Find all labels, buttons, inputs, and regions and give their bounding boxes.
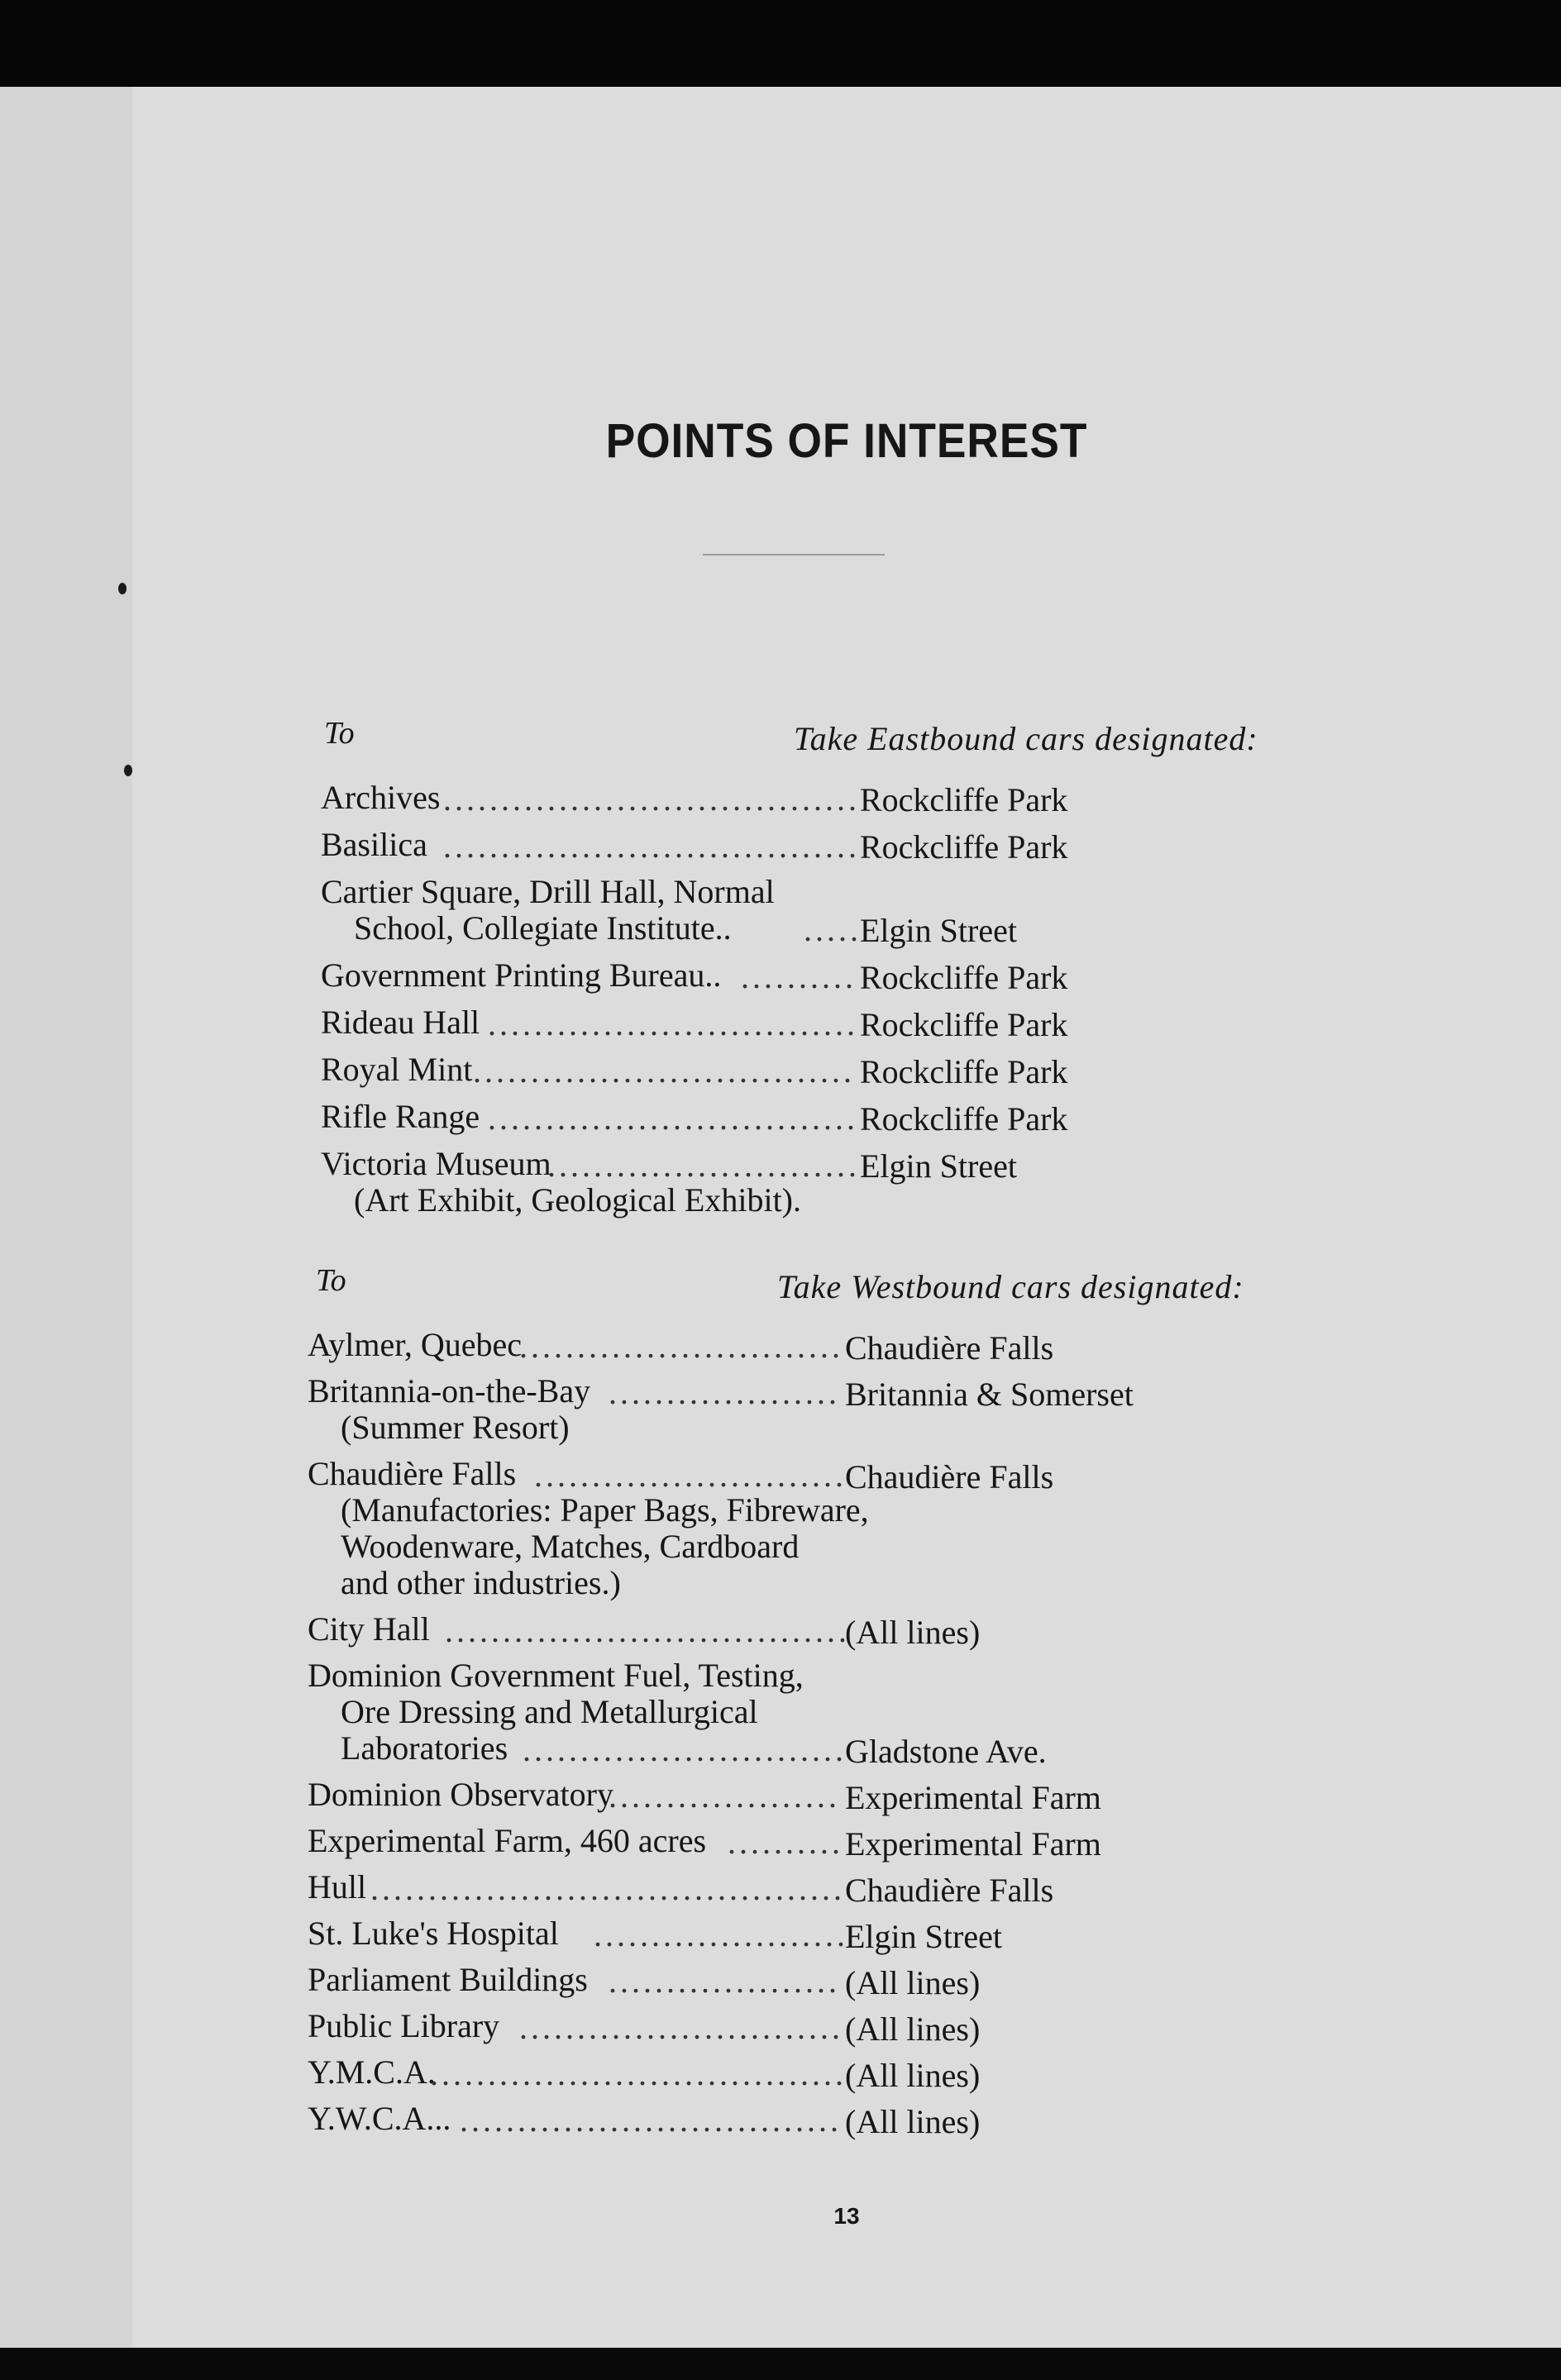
entry-name-line: School, Collegiate Institute.. [354, 909, 732, 947]
west-entry [308, 1777, 613, 1813]
entry-name-line: Laboratories [341, 1729, 508, 1767]
entry-name-line: Woodenware, Matches, Cardboard [341, 1528, 800, 1565]
east-entry [321, 1099, 480, 1135]
leader-dots: ........................... [547, 1146, 860, 1184]
west-entry [308, 2054, 436, 2091]
leader-dots: ................................. [460, 2101, 842, 2139]
entry-destination: Britannia & Somerset [845, 1376, 1134, 1413]
west-entry [308, 1611, 430, 1648]
eastbound-to-label: To [324, 716, 355, 751]
east-entry [321, 1004, 480, 1041]
entry-destination: (All lines) [845, 2010, 981, 2048]
entry-name-line: Dominion Government Fuel, Testing, [308, 1657, 804, 1694]
binding-hole [124, 765, 132, 776]
title-divider [703, 554, 885, 556]
entry-destination: Rockcliffe Park [860, 828, 1068, 866]
entry-name-line: and other industries.) [341, 1564, 621, 1601]
entry-destination: Rockcliffe Park [860, 1053, 1068, 1090]
entry-destination: Elgin Street [860, 912, 1017, 949]
entry-destination: Rockcliffe Park [860, 781, 1068, 818]
leader-dots: ................................ [488, 1099, 858, 1137]
entry-destination: (All lines) [845, 1614, 981, 1651]
leader-dots: .................... [609, 1777, 840, 1815]
entry-name-line: Experimental Farm, 460 acres [308, 1822, 707, 1859]
facing-page-edge [0, 87, 135, 2348]
entry-name-line: Government Printing Bureau.. [321, 956, 722, 994]
entry-destination: Chaudière Falls [845, 1872, 1054, 1909]
leader-dots: .................................... [443, 780, 860, 818]
east-entry [321, 780, 440, 816]
entry-name-line: Archives [321, 779, 441, 816]
west-entry [308, 1915, 559, 1952]
entry-destination: (All lines) [845, 2057, 981, 2094]
entry-name-line: (Summer Resort) [341, 1409, 570, 1446]
entry-name-line: Chaudière Falls [308, 1455, 517, 1492]
leader-dots: .................................... [443, 827, 860, 865]
west-entry [308, 1962, 588, 1998]
entry-name-line: Britannia-on-the-Bay [308, 1372, 591, 1409]
entry-name-line: Basilica [321, 826, 427, 863]
entry-name-line: (Art Exhibit, Geological Exhibit). [354, 1181, 801, 1219]
entry-name-line: Rifle Range [321, 1098, 480, 1135]
leader-dots: ...................... [594, 1916, 848, 1953]
entry-destination: (All lines) [845, 2103, 981, 2140]
leader-dots: .................... [609, 1374, 840, 1411]
entry-name-line: Parliament Buildings [308, 1961, 588, 1998]
west-entry [308, 1823, 706, 1859]
entry-destination: Chaudière Falls [845, 1458, 1054, 1495]
west-entry [308, 2008, 499, 2044]
westbound-take-label: Take Westbound cars designated: [777, 1268, 1244, 1305]
entry-name-line: Aylmer, Quebec [308, 1326, 523, 1363]
west-entry [308, 1869, 366, 1905]
entry-name-line: Dominion Observatory [308, 1776, 613, 1813]
entry-destination: (All lines) [845, 1964, 981, 2001]
leader-dots: ......................................... [370, 1870, 845, 1907]
entry-name-line: City Hall [308, 1610, 430, 1648]
entry-name-line: Public Library [308, 2007, 500, 2044]
east-entry [321, 957, 721, 994]
west-entry [308, 1373, 590, 1446]
entry-destination: Rockcliffe Park [860, 1006, 1068, 1043]
entry-name-line: St. Luke's Hospital [308, 1915, 559, 1952]
east-entry [321, 874, 775, 947]
west-entry [308, 2101, 451, 2137]
entry-destination: Chaudière Falls [845, 1329, 1054, 1366]
westbound-to-label: To [316, 1263, 346, 1298]
leader-dots: ............................ [519, 1328, 843, 1365]
entry-name-line: Victoria Museum [321, 1145, 551, 1182]
page-number: 13 [833, 2203, 860, 2229]
entry-name-line: Cartier Square, Drill Hall, Normal [321, 873, 775, 910]
leader-dots: .......... [741, 957, 857, 995]
page-title: POINTS OF INTEREST [605, 414, 1088, 468]
entry-destination: Elgin Street [860, 1147, 1017, 1185]
entry-name-line: Royal Mint [321, 1051, 473, 1088]
leader-dots: ............................ [519, 2009, 843, 2046]
leader-dots: ............................ [523, 1731, 847, 1768]
binding-hole [118, 583, 127, 594]
east-entry [321, 827, 427, 863]
east-entry [321, 1052, 472, 1088]
entry-destination: Rockcliffe Park [860, 1100, 1068, 1138]
leader-dots: ................................ [488, 1004, 858, 1042]
entry-name-line: Rideau Hall [321, 1004, 480, 1041]
entry-destination: Gladstone Ave. [845, 1733, 1047, 1770]
entry-name-line: Hull [308, 1868, 367, 1905]
entry-name-line: Y.M.C.A. [308, 2053, 436, 2091]
eastbound-take-label: Take Eastbound cars designated: [794, 720, 1258, 757]
document-page [132, 87, 1561, 2348]
leader-dots: ..... [804, 910, 862, 948]
leader-dots: ................................. [473, 1052, 855, 1090]
leader-dots: .................... [609, 1963, 840, 2000]
leader-dots: .......... [728, 1824, 843, 1861]
leader-dots: ........................... [534, 1457, 847, 1494]
leader-dots: .................................... [430, 2055, 847, 2092]
entry-destination: Experimental Farm [845, 1779, 1101, 1816]
entry-name-line: (Manufactories: Paper Bags, Fibreware, [341, 1491, 869, 1529]
entry-destination: Elgin Street [845, 1918, 1002, 1955]
entry-name-line: Y.W.C.A... [308, 2100, 451, 2137]
entry-name-line: Ore Dressing and Metallurgical [341, 1693, 758, 1730]
scan-border [0, 2348, 1561, 2380]
leader-dots: ................................... [445, 1612, 850, 1649]
entry-destination: Rockcliffe Park [860, 959, 1068, 996]
west-entry [308, 1327, 522, 1363]
entry-destination: Experimental Farm [845, 1825, 1101, 1863]
